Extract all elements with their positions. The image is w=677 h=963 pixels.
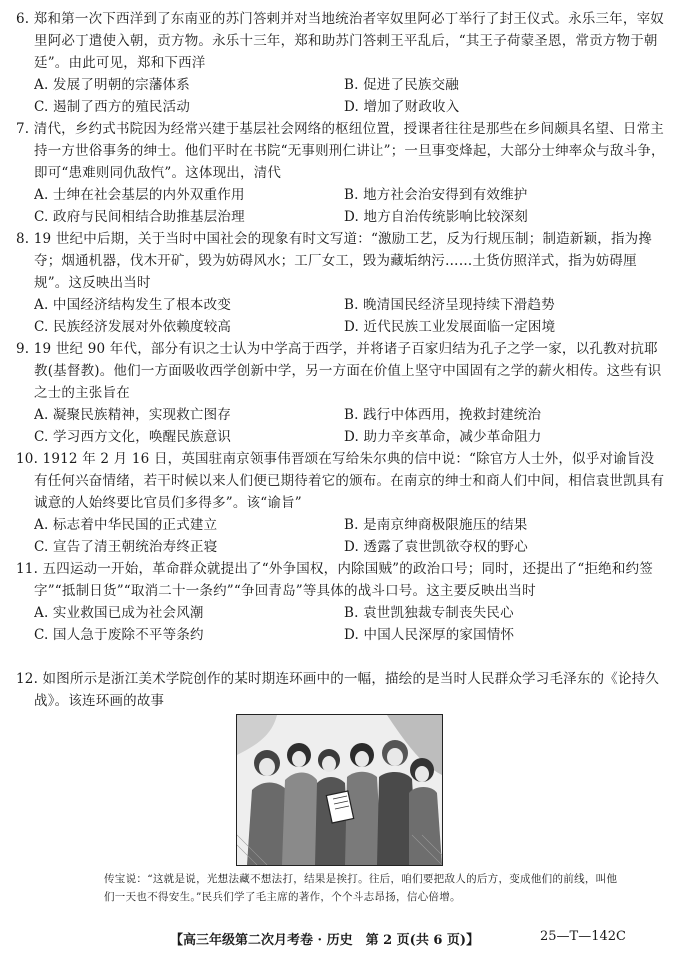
question-6 — [16, 8, 666, 118]
option-d: D. 助力辛亥革命，减少革命阻力 — [344, 429, 542, 445]
option-list — [16, 602, 666, 646]
option-d: D. 中国人民深厚的家国情怀 — [344, 627, 515, 643]
option-d: D. 近代民族工业发展面临一定困境 — [344, 319, 556, 335]
option-b: B. 践行中体西用，挽救封建统治 — [344, 407, 542, 423]
option-list — [16, 294, 666, 338]
footer-code: 25—T—142C — [540, 929, 626, 944]
option-a: A. 标志着中华民国的正式建立 — [34, 517, 218, 533]
question-stem: 8. 19 世纪中后期，关于当时中国社会的现象有时文写道：“激励工艺，反为行规压制；制造新颖，指为搀夺；烟通机器，伐木开矿，毁为妨碍风水；工厂女工，毁为藏垢纳污……土货仿照洋式，指为妨碍厘规”。这反映出当时 — [16, 231, 653, 291]
option-b: B. 促进了民族交融 — [344, 77, 460, 93]
question-stem: 10. 1912 年 2 月 16 日，英国驻南京领事伟晋颂在写给朱尔典的信中说：“除官方人士外，似乎对谕旨没有任何兴奋情绪，若干时候以来人们便已期待着它的颁布。在南京的绅士和商人们中间，相信袁世凯具有诚意的人始终要比官员们多得多”。该“谕旨” — [16, 451, 665, 511]
option-b: B. 袁世凯独裁专制丧失民心 — [344, 605, 514, 621]
option-b: B. 晚清国民经济呈现持续下滑趋势 — [344, 297, 555, 313]
option-c: C. 民族经济发展对外依赖度较高 — [34, 319, 232, 335]
option-b: B. 地方社会治安得到有效维护 — [344, 187, 528, 203]
option-c: C. 遏制了西方的殖民活动 — [34, 99, 191, 115]
question-stem: 12. 如图所示是浙江美术学院创作的某时期连环画中的一幅，描绘的是当时人民群众学习毛泽东的《论持久战》。该连环画的故事 — [16, 671, 660, 709]
question-8 — [16, 228, 666, 338]
footer-title: 【高三年级第二次月考卷 · 历史 第 2 页(共 6 页)】 — [170, 933, 480, 948]
option-list — [16, 184, 666, 228]
option-c: C. 政府与民间相结合助推基层治理 — [34, 209, 245, 225]
option-list — [16, 514, 666, 558]
option-a: A. 实业救国已成为社会风潮 — [34, 605, 204, 621]
option-b: B. 是南京绅商极限施压的结果 — [344, 517, 528, 533]
option-list — [16, 74, 666, 118]
question-12 — [16, 668, 666, 712]
question-9 — [16, 338, 666, 448]
figure-caption: 传宝说：“这就是说，光想法藏不想法打，结果是挨打。往后，咱们要把敌人的后方，变成他们的前线，叫他们一天也不得安生。”民兵们学了毛主席的著作，个个斗志昂扬，信心倍增。 — [104, 873, 618, 903]
question-7 — [16, 118, 666, 228]
comic-illustration — [236, 714, 443, 866]
option-d: D. 增加了财政收入 — [344, 99, 460, 115]
option-c: C. 国人急于废除不平等条约 — [34, 627, 204, 643]
option-a: A. 发展了明朝的宗藩体系 — [34, 77, 190, 93]
question-11 — [16, 558, 666, 646]
option-a: A. 中国经济结构发生了根本改变 — [34, 297, 232, 313]
question-stem: 11. 五四运动一开始，革命群众就提出了“外争国权，内除国贼”的政治口号；同时，还提出了“拒绝和约签字”“抵制日货”“取消二十一条约”“争回青岛”等具体的战斗口号。这主要反映出当时 — [16, 561, 653, 599]
option-a: A. 凝聚民族精神，实现救亡图存 — [34, 407, 232, 423]
option-d: D. 地方自治传统影响比较深刻 — [344, 209, 528, 225]
option-c: C. 学习西方文化，唤醒民族意识 — [34, 429, 232, 445]
question-stem: 7. 清代，乡约式书院因为经常兴建于基层社会网络的枢纽位置，授课者往往是那些在乡间颇具名望、日常主持一方世俗事务的绅士。他们平时在书院“无事则刑仁讲让”；一旦事变烽起，大部分士绅率众与敌斗争，即可“患难则同仇敌忾”。这体现出，清代 — [16, 121, 665, 181]
comic-drawing — [237, 715, 442, 865]
question-stem: 6. 郑和第一次下西洋到了东南亚的苏门答剌并对当地统治者宰奴里阿必丁举行了封王仪式。永乐三年，宰奴里阿必丁遣使入朝，贡方物。永乐十三年，郑和助苏门答剌王平乱后，“其王子荷蒙圣恩，常贡方物于朝廷”。由此可见，郑和下西洋 — [16, 11, 664, 71]
question-stem: 9. 19 世纪 90 年代，部分有识之士认为中学高于西学，并将诸子百家归结为孔子之学一家，以孔教对抗耶教(基督教)。他们一方面吸收西学创新中学，另一方面在价值上坚守中国固有之学的薪火相传。这些有识之士的主张旨在 — [16, 341, 662, 401]
option-list — [16, 404, 666, 448]
option-d: D. 透露了袁世凯欲夺权的野心 — [344, 539, 528, 555]
option-c: C. 宣告了清王朝统治寿终正寝 — [34, 539, 218, 555]
question-10 — [16, 448, 666, 558]
option-a: A. 士绅在社会基层的内外双重作用 — [34, 187, 245, 203]
